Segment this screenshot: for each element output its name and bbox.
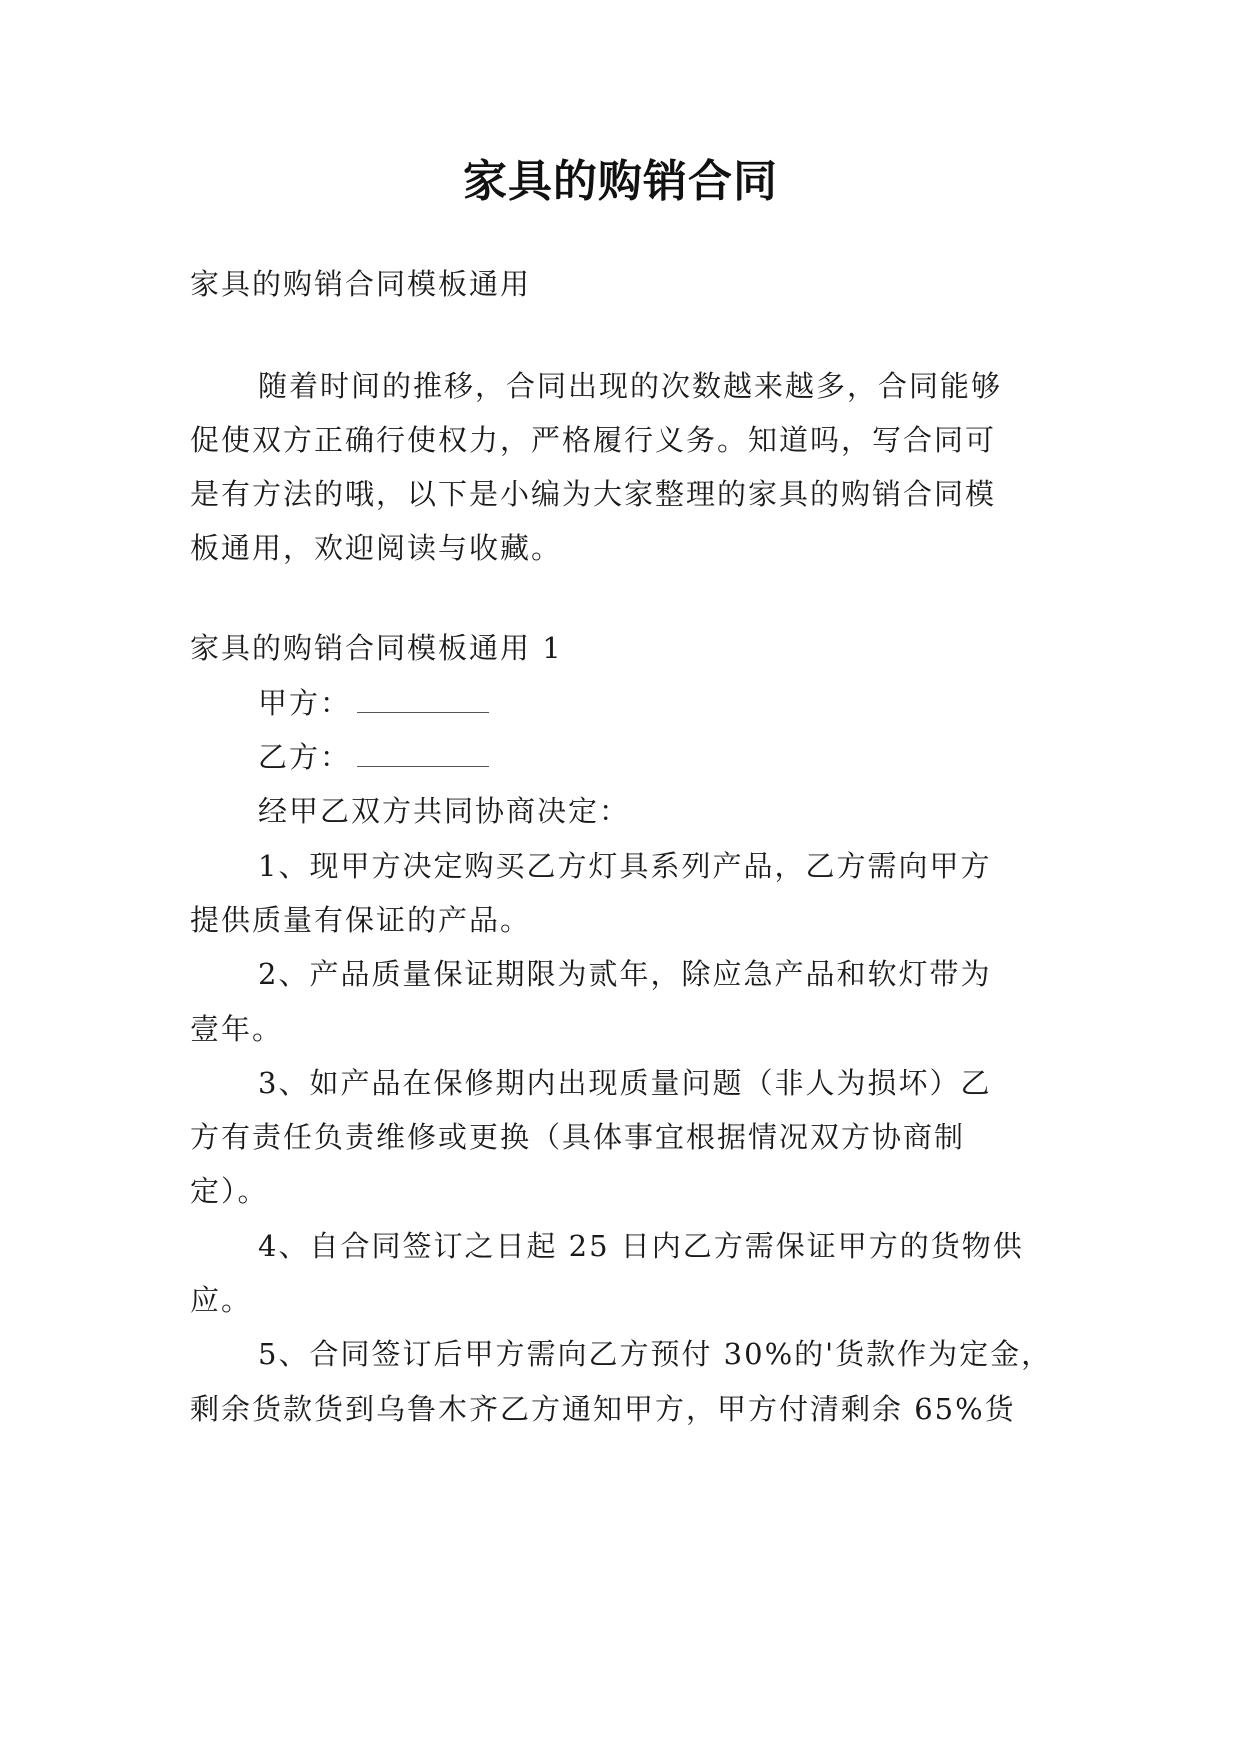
document-title: 家具的购销合同	[463, 156, 778, 207]
intro-line-3: 是有方法的哦，以下是小编为大家整理的家具的购销合同模	[190, 477, 997, 511]
party-b-blank	[357, 744, 489, 767]
clause-1-line-2: 提供质量有保证的产品。	[190, 903, 532, 937]
document-subtitle: 家具的购销合同模板通用	[190, 267, 532, 301]
intro-line-4: 板通用，欢迎阅读与收藏。	[190, 531, 563, 565]
clause-2-line-1: 2、产品质量保证期限为贰年，除应急产品和软灯带为	[258, 957, 992, 991]
clause-1-line-1: 1、现甲方决定购买乙方灯具系列产品，乙方需向甲方	[258, 849, 992, 883]
party-a-blank	[357, 690, 489, 713]
party-b-label: 乙方：	[258, 740, 352, 774]
clause-2-line-2: 壹年。	[190, 1012, 284, 1046]
party-a-label: 甲方：	[258, 686, 352, 720]
clause-3-line-1: 3、如产品在保修期内出现质量问题（非人为损坏）乙	[258, 1066, 992, 1100]
clause-4-line-1: 4、自合同签订之日起 25 日内乙方需保证甲方的货物供	[258, 1229, 1024, 1263]
clause-5-line-2: 剩余货款货到乌鲁木齐乙方通知甲方，甲方付清剩余 65%货	[190, 1392, 1016, 1426]
party-a-row	[258, 683, 1128, 723]
intro-line-2: 促使双方正确行使权力，严格履行义务。知道吗，写合同可	[190, 423, 997, 457]
clause-4-line-2: 应。	[190, 1283, 253, 1317]
clause-5-line-1: 5、合同签订后甲方需向乙方预付 30%的'货款作为定金，	[258, 1337, 1053, 1371]
section-heading: 家具的购销合同模板通用 1	[190, 631, 563, 665]
agreement-line: 经甲乙双方共同协商决定：	[258, 794, 631, 828]
party-b-row	[258, 737, 1128, 777]
clause-3-line-2: 方有责任负责维修或更换（具体事宜根据情况双方协商制	[190, 1120, 966, 1154]
clause-3-line-3: 定）。	[190, 1174, 269, 1208]
intro-line-1: 随着时间的推移，合同出现的次数越来越多，合同能够	[258, 369, 1003, 403]
